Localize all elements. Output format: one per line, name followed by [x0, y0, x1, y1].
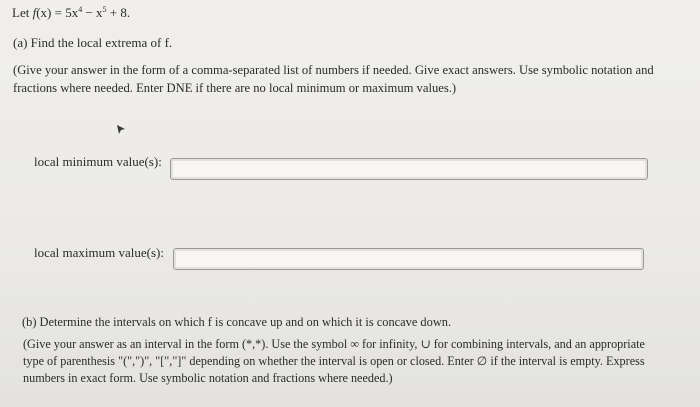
- local-max-label: local maximum value(s):: [34, 245, 164, 260]
- statement-term1: (x) = 5x: [36, 5, 79, 20]
- local-min-label: local minimum value(s):: [34, 154, 162, 169]
- part-a-question: (a) Find the local extrema of f.: [13, 35, 173, 50]
- statement-exponent1: 4: [78, 5, 83, 14]
- part-b-instructions-line3: numbers in exact form. Use symbolic notation and fractions where needed.): [23, 371, 393, 385]
- part-a-instructions: [13, 61, 693, 97]
- part-b-instructions-line2: type of parenthesis "(",")", "[","]" depending on whether the interval is open or closed. Enter ∅ if the interval is empty. Express: [23, 354, 645, 368]
- local-min-input[interactable]: [170, 158, 648, 180]
- statement-function: f: [32, 5, 37, 20]
- part-a-instructions-line1: (Give your answer in the form of a comma-separated list of numbers if needed. Give exact answers. Use symbolic notation and: [13, 63, 654, 77]
- part-a-instructions-line2: fractions where needed. Enter DNE if there are no local minimum or maximum values.): [13, 81, 457, 95]
- statement-term2: − x: [82, 5, 103, 20]
- part-b-instructions: [23, 336, 693, 387]
- part-b-question: (b) Determine the intervals on which f is concave up and on which it is concave down.: [22, 315, 452, 329]
- local-max-input[interactable]: [173, 248, 644, 270]
- mouse-cursor-icon: [116, 124, 126, 136]
- statement-exponent2: 5: [102, 5, 107, 14]
- statement-constant: + 8.: [106, 5, 131, 20]
- part-b-instructions-line1: (Give your answer as an interval in the form (*,*). Use the symbol ∞ for infinity, ∪ for combining intervals, and an appropriate: [23, 337, 645, 351]
- problem-statement: [12, 4, 130, 21]
- statement-prefix: Let: [12, 5, 33, 20]
